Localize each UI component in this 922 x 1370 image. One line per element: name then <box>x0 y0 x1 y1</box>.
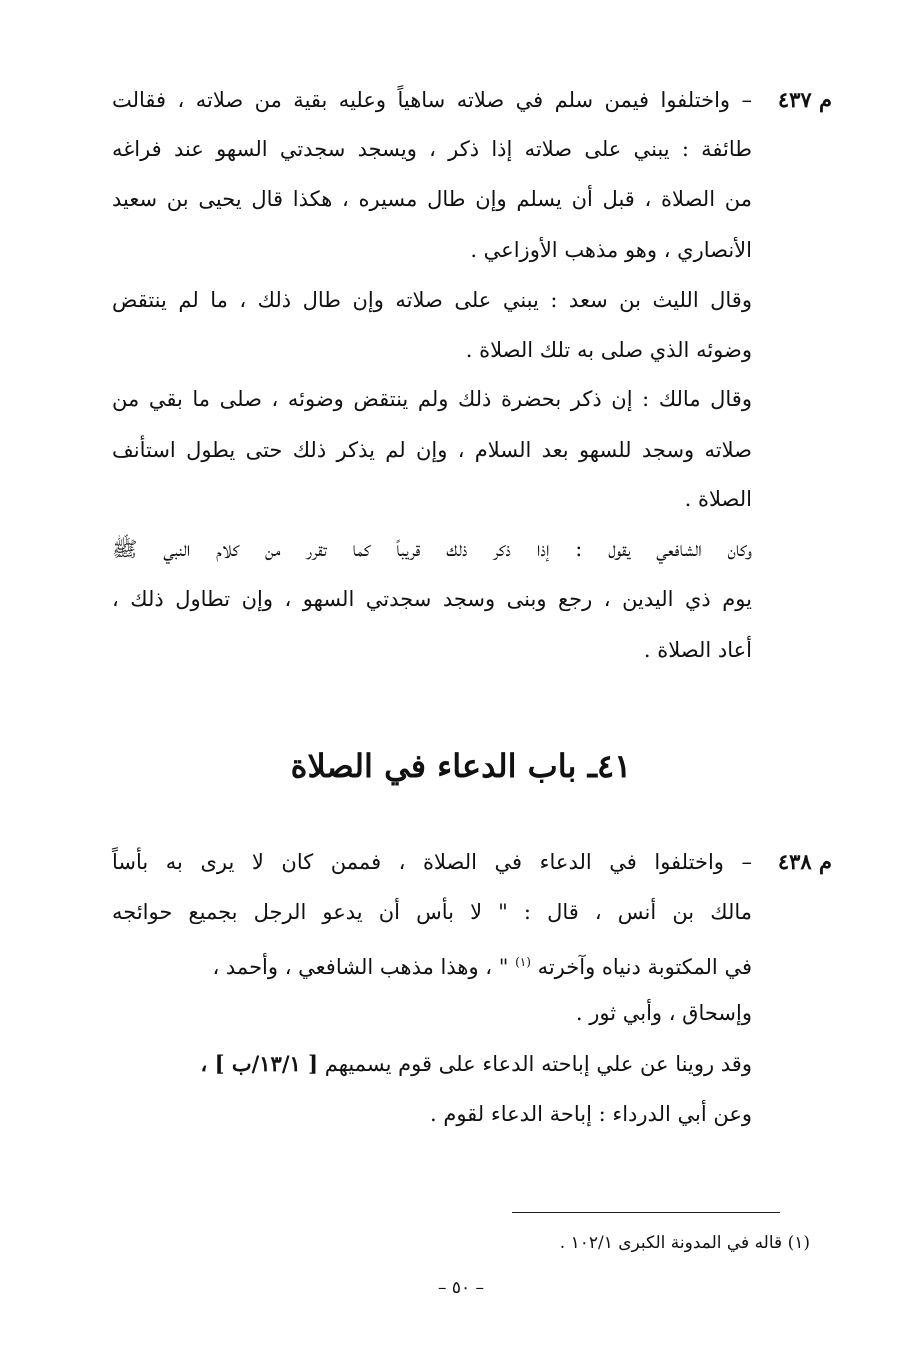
paragraph-line: وقال مالك : إن ذكر بحضرة ذلك ولم ينتقض وضوئه ، صلى ما بقي من <box>112 387 752 411</box>
paragraph-line: وقال الليث بن سعد : يبني على صلاته وإن طال ذلك ، ما لم ينتقض <box>112 288 752 312</box>
footnote-separator <box>512 1212 780 1213</box>
paragraph-line-with-ref <box>212 946 752 983</box>
paragraph-line: وكان الشافعي يقول : إذا ذكر ذلك قريباً كما تقرر من كلام النبي ﷺ <box>112 537 752 561</box>
text-run: وقد روينا عن علي إباحته الدعاء على قوم يسميهم <box>324 1052 752 1076</box>
paragraph-line: الصلاة . <box>684 487 752 511</box>
paragraph-line: وعن أبي الدرداء : إباحة الدعاء لقوم . <box>429 1102 752 1126</box>
paragraph-line: الأنصاري ، وهو مذهب الأوزاعي . <box>470 238 752 262</box>
footnote <box>560 1230 810 1256</box>
paragraph-line: من الصلاة ، قبل أن يسلم وإن طال مسيره ، هكذا قال يحيى بن سعيد <box>112 187 752 211</box>
paragraph-line: – واختلفوا فيمن سلم في صلاته ساهياً وعليه بقية من صلاته ، فقالت <box>112 88 752 112</box>
paragraph-line: وإسحاق ، وأبي ثور . <box>575 1001 752 1025</box>
footnote-number: (١) <box>787 1233 810 1253</box>
paragraph-line: صلاته وسجد للسهو بعد السلام ، وإن لم يذكر ذلك حتى يطول استأنف <box>112 438 752 462</box>
text-run: في المكتوبة دنياه وآخرته <box>537 955 752 979</box>
paragraph-line: يوم ذي اليدين ، رجع وبنى وسجد سجدتي السهو ، وإن تطاول ذلك ، <box>112 587 752 611</box>
page-number: – ٥٠ – <box>437 1278 485 1298</box>
issue-number-437: م ٤٣٧ <box>777 87 832 112</box>
paragraph-line: مالك بن أنس ، قال : " لا بأس أن يدعو الرجل بجميع حوائجه <box>112 900 753 924</box>
footnote-reference: (١) <box>515 955 531 969</box>
paragraph-line: طائفة : يبني على صلاته إذا ذكر ، ويسجد سجدتي السهو عند فراغه <box>112 137 752 161</box>
issue-number-438: م ٤٣٨ <box>777 849 832 874</box>
paragraph-line-with-folio <box>200 1048 752 1080</box>
footnote-text: قاله في المدونة الكبرى ١٠٢/١ . <box>559 1233 783 1253</box>
text-run: " ، وهذا مذهب الشافعي ، وأحمد ، <box>212 955 509 979</box>
paragraph-line: وضوئه الذي صلى به تلك الصلاة . <box>465 338 752 362</box>
chapter-heading: ٤١ـ باب الدعاء في الصلاة <box>290 747 632 785</box>
paragraph-line: أعاد الصلاة . <box>643 638 752 662</box>
manuscript-folio-marker: [ ١٣/١/ب ] ، <box>200 1051 319 1076</box>
paragraph-line: – واختلفوا في الدعاء في الصلاة ، فممن كان لا يرى به بأساً <box>112 850 752 874</box>
